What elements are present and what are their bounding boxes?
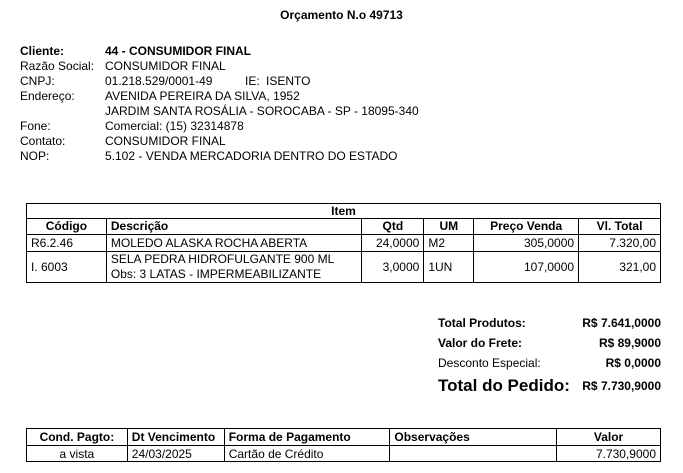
value-nop: 5.102 - VENDA MERCADORIA DENTRO DO ESTADO bbox=[105, 149, 398, 163]
label-razao-social: Razão Social: bbox=[20, 59, 95, 73]
items-caption: Item bbox=[27, 204, 661, 219]
cell-um: 1UN bbox=[424, 252, 474, 283]
value-ie: ISENTO bbox=[266, 74, 311, 88]
label-cliente: Cliente: bbox=[20, 44, 65, 58]
total-pedido-label: Total do Pedido: bbox=[438, 376, 570, 395]
items-table bbox=[26, 203, 661, 283]
value-endereco-line2: JARDIM SANTA ROSÁLIA - SOROCABA - SP - 18095-340 bbox=[105, 104, 419, 118]
col-descricao: Descrição bbox=[106, 219, 362, 235]
cell-codigo: I. 6003 bbox=[27, 252, 107, 283]
col-qtd: Qtd bbox=[362, 219, 424, 235]
cell-total: 321,00 bbox=[579, 252, 661, 283]
col-cond-pagto: Cond. Pagto: bbox=[27, 429, 128, 446]
col-codigo: Código bbox=[27, 219, 107, 235]
label-ie: IE: bbox=[245, 74, 260, 88]
payment-table bbox=[26, 428, 661, 462]
cell-descricao bbox=[106, 252, 362, 283]
total-produtos-label: Total Produtos: bbox=[438, 316, 526, 330]
table-row bbox=[27, 252, 661, 283]
cell-obs bbox=[390, 446, 557, 462]
cell-qtd: 3,0000 bbox=[362, 252, 424, 283]
label-cnpj: CNPJ: bbox=[20, 74, 55, 88]
valor-frete-label: Valor do Frete: bbox=[438, 336, 523, 350]
total-pedido-value: R$ 7.730,9000 bbox=[582, 379, 661, 393]
cell-forma: Cartão de Crédito bbox=[224, 446, 390, 462]
valor-frete-value: R$ 89,9000 bbox=[598, 336, 661, 350]
cell-preco: 107,0000 bbox=[474, 252, 579, 283]
col-forma-pagamento: Forma de Pagamento bbox=[224, 429, 390, 446]
cell-descricao-text: SELA PEDRA HIDROFULGANTE 900 ML bbox=[110, 252, 335, 266]
cell-vencimento: 24/03/2025 bbox=[127, 446, 224, 462]
total-produtos-value: R$ 7.641,0000 bbox=[582, 316, 661, 330]
value-cnpj: 01.218.529/0001-49 bbox=[105, 74, 213, 88]
col-preco-venda: Preço Venda bbox=[474, 219, 579, 235]
cell-qtd: 24,0000 bbox=[362, 235, 424, 252]
value-contato: CONSUMIDOR FINAL bbox=[105, 134, 226, 148]
cell-codigo: R6.2.46 bbox=[27, 235, 107, 252]
value-cliente: 44 - CONSUMIDOR FINAL bbox=[105, 44, 252, 58]
value-razao-social: CONSUMIDOR FINAL bbox=[105, 59, 226, 73]
desconto-label: Desconto Especial: bbox=[438, 356, 541, 370]
cell-total: 7.320,00 bbox=[579, 235, 661, 252]
col-dt-vencimento: Dt Vencimento bbox=[127, 429, 224, 446]
label-endereco: Endereço: bbox=[20, 89, 75, 103]
table-row bbox=[27, 446, 661, 462]
cell-preco: 305,0000 bbox=[474, 235, 579, 252]
items-header-row bbox=[27, 219, 661, 235]
desconto-value: R$ 0,0000 bbox=[605, 356, 661, 370]
cell-um: M2 bbox=[424, 235, 474, 252]
col-um: UM bbox=[424, 219, 474, 235]
cell-descricao: MOLEDO ALASKA ROCHA ABERTA bbox=[106, 235, 362, 252]
cell-cond: a vista bbox=[27, 446, 128, 462]
col-observacoes: Observações bbox=[390, 429, 557, 446]
value-fone: Comercial: (15) 32314878 bbox=[105, 119, 244, 133]
document-title: Orçamento N.o 49713 bbox=[280, 8, 403, 22]
label-contato: Contato: bbox=[20, 134, 66, 148]
label-nop: NOP: bbox=[20, 149, 50, 163]
label-fone: Fone: bbox=[20, 119, 51, 133]
cell-valor: 7.730,9000 bbox=[557, 446, 661, 462]
payment-header-row bbox=[27, 429, 661, 446]
cell-descricao-obs: Obs: 3 LATAS - IMPERMEABILIZANTE bbox=[110, 267, 322, 281]
table-row bbox=[27, 235, 661, 252]
value-endereco: AVENIDA PEREIRA DA SILVA, 1952 bbox=[105, 89, 300, 103]
col-valor: Valor bbox=[557, 429, 661, 446]
col-vl-total: Vl. Total bbox=[579, 219, 661, 235]
